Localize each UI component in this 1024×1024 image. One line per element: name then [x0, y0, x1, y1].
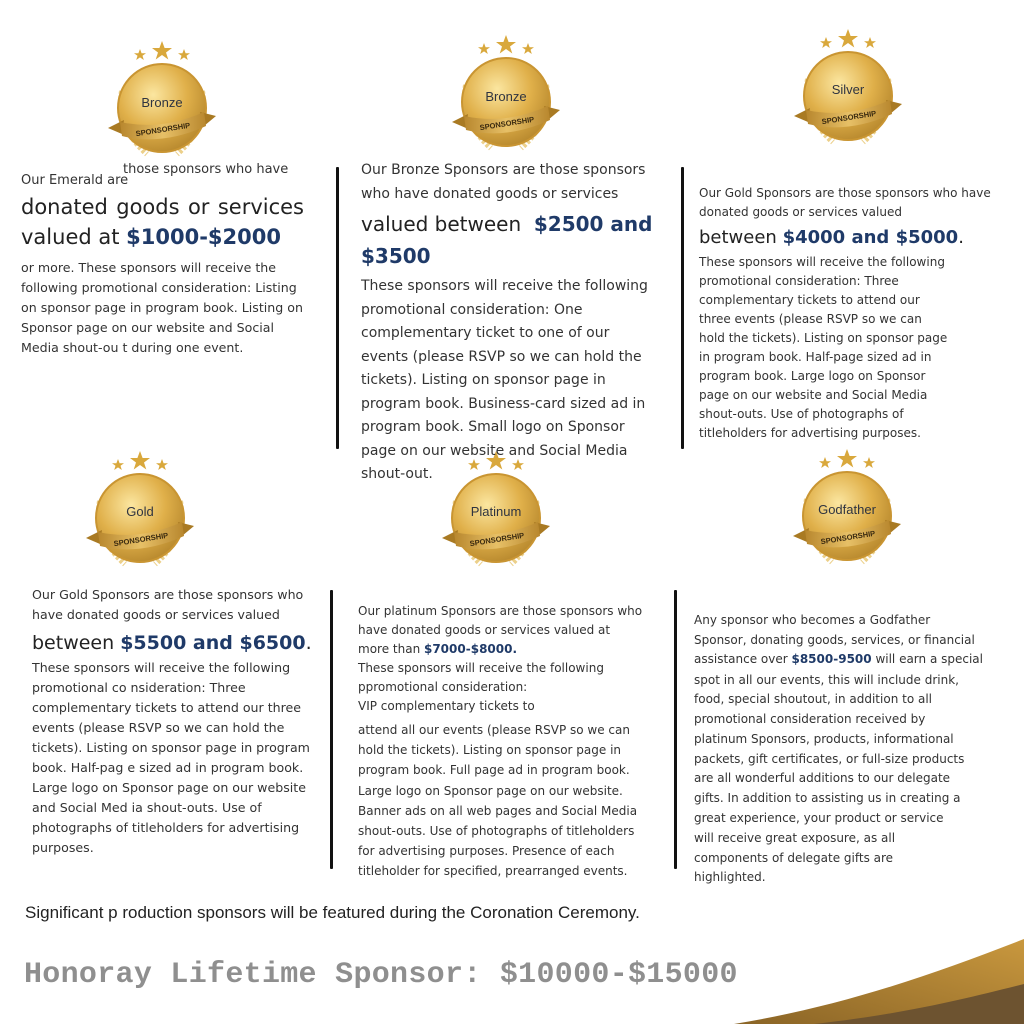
tier-platinum — [358, 602, 658, 882]
tier-body: These sponsors will receive the following promotional co nsideration: Three complementary tickets to attend our three events (please RSVP so we can hold the tickets). Listing on sponsor page in program book. Half-pag e sized ad in program book. Large logo on Sponsor page on our website and Social Med ia shout-outs. Use of photographs of titleholders for advertising purposes. — [32, 660, 310, 855]
tier-price-prefix: more than — [358, 642, 424, 656]
badge-silver — [788, 24, 908, 154]
badge-label: Silver — [831, 82, 865, 97]
tier-body: These sponsors will receive the following promotional consideration: One complementary ticket to one of our events (please RSVP so we can hold the tickets). Listing on sponsor page in program book. Business-card sized ad in program book. Small logo on Sponsor page on our website and Social Media shout-out. — [361, 278, 648, 482]
badge-label: Platinum — [470, 504, 522, 519]
tier-price: $4000 and $5000 — [782, 227, 959, 248]
tier-headline-prefix: between — [32, 632, 121, 654]
tier-price: $5500 and $6500 — [120, 632, 306, 654]
badge-label: Bronze — [141, 95, 183, 110]
badge-ribbon-text: SPONSORSHIP — [820, 528, 876, 547]
lifetime-sponsor: Honoray Lifetime Sponsor: $10000-$15000 — [24, 958, 738, 992]
tier-godfather — [694, 611, 1004, 888]
tier-intro: Any sponsor who becomes a Godfather Sponsor, donating goods, services, or financial — [694, 613, 975, 647]
tier-price-prefix: assistance over — [694, 652, 792, 666]
tier-gold — [32, 585, 322, 858]
tier-body-line: ppromotional consideration: — [358, 680, 528, 694]
badge-ribbon-text: SPONSORSHIP — [113, 530, 169, 549]
tier-body: These sponsors will receive the following promotional consideration: Three complementary tickets to attend our three events (please RSVP so we can hold the tickets). Listing on sponsor page in program book. Half-page sized ad in program book. Large logo on Sponsor page on our website and Social Media shout-outs. Use of photographs of titleholders for advertising purposes. — [699, 255, 948, 440]
column-divider — [330, 590, 333, 869]
tier-body: attend all our events (please RSVP so we can hold the tickets). Listing on sponsor page in program book. Full page ad in program book. Large logo on Sponsor page on our website. Banner ads on all web pages and Social Media shout-outs. Use of photographs of titleholders for advertising purposes. Presence of each titleholder for specified, prearranged events. — [358, 723, 638, 879]
tier-headline-prefix: between — [699, 227, 783, 248]
badge-bronze-2 — [446, 30, 566, 160]
badge-gold — [80, 446, 200, 576]
badge-godfather — [787, 444, 907, 574]
tier-headline: donated goods or services — [21, 195, 304, 219]
tier-body-line: VIP complementary tickets to — [358, 699, 535, 713]
badge-label: Godfather — [818, 502, 876, 517]
tier-emerald — [21, 162, 321, 358]
tier-headline-prefix: valued at — [21, 225, 127, 249]
badge-bronze-1 — [102, 36, 222, 166]
tier-price-suffix: will earn a special — [871, 652, 983, 666]
badge-ribbon-text: SPONSORSHIP — [469, 530, 525, 549]
tier-intro-raised: those sponsors who have — [123, 162, 289, 177]
column-divider — [681, 167, 684, 449]
tier-headline-suffix: . — [305, 632, 312, 654]
tier-intro: Our Gold Sponsors are those sponsors who have donated goods or services valued — [699, 186, 991, 219]
column-divider — [674, 590, 677, 869]
tier-intro: Our platinum Sponsors are those sponsors who have donated goods or services valued at — [358, 604, 643, 637]
tier-price: $7000-$8000. — [423, 642, 518, 656]
tier-body-line: These sponsors will receive the following — [358, 661, 604, 675]
tier-price: $8500-9500 — [791, 652, 872, 666]
tier-body: spot in all our events, this will include drink, food, special shoutout, in addition to all promotional consideration received by platinum Sponsors, products, informational packets, gift certificates, or full-size products are all wonderful additions to our delegate gifts. In addition to assisting us in creating a great experience, your product or service will receive great exposure, as all components of delegate gifts are highlighted. — [694, 672, 965, 885]
tier-headline-suffix: . — [958, 227, 964, 248]
tier-headline-prefix: valued between — [361, 212, 534, 236]
tier-price-cont: $3500 — [361, 244, 431, 268]
tier-price: $2500 and — [533, 212, 653, 236]
badge-ribbon-text: SPONSORSHIP — [135, 120, 191, 139]
badge-ribbon-text: SPONSORSHIP — [479, 114, 535, 133]
tier-intro: Our Gold Sponsors are those sponsors who have donated goods or services valued — [32, 587, 304, 622]
column-divider — [336, 167, 339, 449]
footnote: Significant p roduction sponsors will be featured during the Coronation Ceremony. — [25, 903, 640, 922]
badge-ribbon-text: SPONSORSHIP — [821, 108, 877, 127]
tier-body: or more. These sponsors will receive the following promotional consideration: Listing on sponsor page in program book. Listing on Sponsor page on our website and Social Media shout-ou t during one event. — [21, 260, 303, 355]
tier-intro: Our Bronze Sponsors are those sponsors who have donated goods or services — [361, 162, 646, 202]
tier-price: $1000-$2000 — [126, 225, 281, 249]
tier-intro: Our Emerald are — [21, 173, 129, 188]
tier-silver — [699, 184, 1019, 443]
decorative-swoosh — [734, 914, 1024, 1024]
tier-bronze — [361, 159, 661, 487]
badge-label: Gold — [126, 504, 154, 519]
badge-label: Bronze — [485, 89, 527, 104]
